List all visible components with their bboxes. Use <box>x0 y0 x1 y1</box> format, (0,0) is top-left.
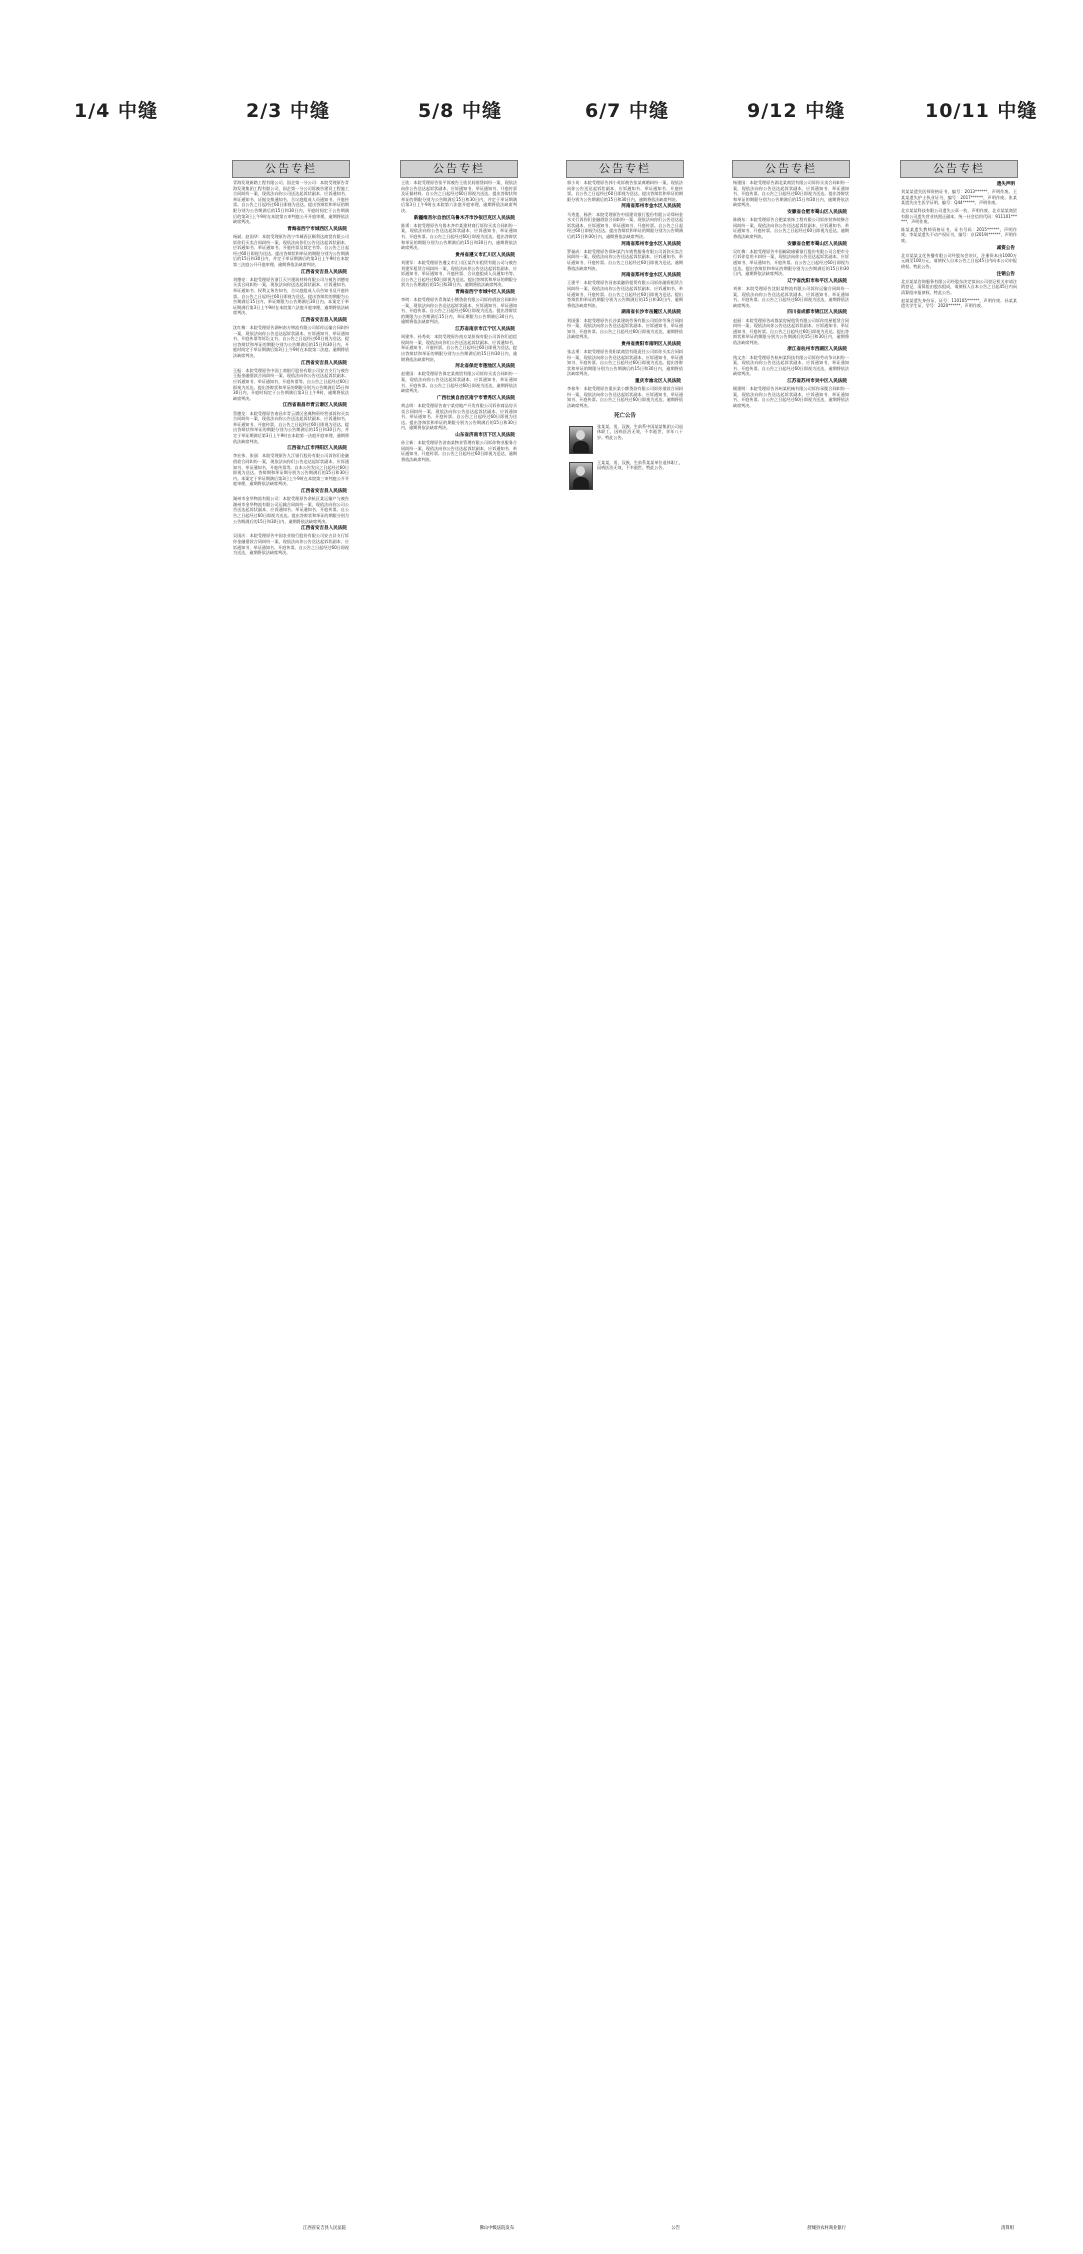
notice-column-5 <box>900 160 1018 2232</box>
notice-text: 张志勇：本院受理原告贵阳某商贸有限责任公司诉你买卖合同纠纷一案，现依法向你公告送达起诉状副本、应诉通知书、举证通知书、开庭传票。自公告之日起经过60日即视为送达。提出答辩状和举证的期限分别为公告期满后的15日和30日内，逾期将依法缺席判决。 <box>567 349 683 377</box>
notice-column-4 <box>732 160 850 2232</box>
notice-title: 江西省安吉县人民法院 <box>301 526 347 532</box>
notice-title: 青海省西宁市城中区人民法院 <box>455 289 515 295</box>
notice-title: 河南省郑州市金水区人民法院 <box>621 204 681 210</box>
notice-title: 江西省南昌市青云谱区人民法院 <box>282 403 347 409</box>
notice-text: 北京某某咨询服务有限公司经股东决定拟向公司登记机关申请注销登记，清算组由股东组成，请债权人自本公告之日起45日内向清算组申报债权。特此公告。 <box>901 278 1017 295</box>
notice-text: 李春华：本院受理原告重庆某小额贷款有限公司诉你借款合同纠纷一案，现依法向你公告送达起诉状副本、应诉通知书、举证通知书、开庭传票。自公告之日起经过60日即视为送达，逾期将依法缺席判决。 <box>567 386 683 409</box>
column-body <box>732 178 850 409</box>
notice-text: 王欣：本院受理原告张平诉被告王欣民间借贷纠纷一案，现依法向你公告送达起诉状副本、应诉通知书、举证通知书、开庭传票及证据材料。自公告之日起经过60日即视为送达。提出答辩状和举证的期限分别为公告期满后15日和30日内，并定于举证期满后第3日上午9时在本院第六法庭开庭审理，逾期将依法缺席判决。 <box>401 180 517 213</box>
notice-text: 王建平：本院受理原告河南某融资租赁有限公司诉你融资租赁合同纠纷一案，现依法向你公告送达起诉状副本、应诉通知书、举证通知书、开庭传票。自公告之日起经过60日即视为送达。提出答辩状和举证的期限分别为公告期满后的15日和30日内，逾期将依法缺席判决。 <box>567 280 683 308</box>
column-body <box>566 178 684 492</box>
notice-title: 浙江省杭州市西湖区人民法院 <box>787 347 847 353</box>
notice-title: 减资公告 <box>996 245 1015 251</box>
portrait-photo <box>569 462 593 490</box>
column-header: 公告专栏 <box>232 160 350 178</box>
notice-title: 注销公告 <box>996 271 1015 277</box>
notice-text: 李宏伟、张丽：本院受理原告九江银行股份有限公司诉你们金融借款合同纠纷一案，现依法向你们公告送达起诉状副本、应诉通知书、举证通知书、开庭传票等。自本公告发出之日起经过60日即视为送达。答辩期和举证期分别为公告期满后的15日和30日内。本案定于举证期满后第3日上午9时在本院第三审判庭公开开庭审理，逾期将依法缺席判决。 <box>233 453 349 487</box>
notice-text: 刘德亮：本院受理原告浙江天兴建筑材料有限公司与被告刘德亮买卖合同纠纷一案，现依法向你送达起诉状副本、应诉通知书、举证通知书、权利义务告知书、合议庭组成人员告知书及开庭传票。自公告之日起经过60日即视为送达。提出答辩状的期限为公告期满后15日内，举证期限为公告期满后30日内。本案定于举证期满后第3日上午9时在本院第六法庭开庭审理，逾期将依法缺席判决。 <box>233 276 349 316</box>
notice-title: 贵州省遵义市汇川区人民法院 <box>455 252 515 258</box>
notice-text: 吴红梅：本院受理原告中国邮政储蓄银行股份有限公司合肥市分行诉你信用卡纠纷一案，现依法向你公告送达起诉状副本、应诉通知书、举证通知书、开庭传票。自公告之日起经过60日即视为送达。提出答辩状和举证的期限分别为公告期满后的15日和30日内，逾期将依法缺席判决。 <box>733 248 849 277</box>
notice-title: 江西省安吉县人民法院 <box>301 488 347 494</box>
notice-column-3 <box>566 160 684 2232</box>
column-body <box>400 178 518 463</box>
notice-title: 重庆市渝北区人民法院 <box>635 379 681 385</box>
notice-title: 湖南省长沙市岳麓区人民法院 <box>621 310 681 316</box>
notice-title: 安徽省合肥市蜀山区人民法院 <box>787 209 847 215</box>
notice-text: 黄志明：本院受理原告南宁某房地产开发有限公司诉你商品房买卖合同纠纷一案，现依法向你公告送达起诉状副本、应诉通知书、举证通知书、开庭传票。自公告之日起经过60日即视为送达。提出答辩状和举证的期限分别为公告期满后的15日和30日内，逾期将依法缺席判决。 <box>401 403 517 431</box>
notice-text: 青海发现新路工程有限公司、国企第一分公司：本院受理原告青海发现集团工程有限公司、国企第一分公司诉被告建设工程施工合同纠纷一案，现依法向你公司送达起诉状副本、应诉通知书、举证通知书、证据交换通知书、合议庭组成人员通知书、开庭传票。自公告之日起经过60日即视为送达。提出答辩状和举证的期限分别为公告期满后的15日和30日内，开庭时间定于公告期满后的第3日上午9时在本院第五审判庭公开开庭审理，逾期将依法缺席判决。 <box>233 180 349 225</box>
column-footer: 佛山中级法院发布 <box>400 2226 518 2232</box>
column-body <box>232 178 350 556</box>
notice-text: 蔡德龙：本院受理原告南昌市青云谱区金典物资经营部诉你买卖合同纠纷一案，现依法向你公告送达起诉状副本、应诉通知书、举证通知书、开庭传票。自公告之日起经过60日即视为送达。提出答辩状和举证的期限分别为公告期满后的15日和30日内，并定于举证期满后第3日上午9时在本院第一法庭开庭审理，逾期将依法缺席判决。 <box>233 410 349 444</box>
notice-text: 赵建国：本院受理原告保定某商贸有限公司诉你买卖合同纠纷一案，现依法向你公告送达起诉状副本、应诉通知书、举证通知书、开庭传票。自公告之日起经过60日即视为送达，逾期将依法缺席判决。 <box>401 371 517 394</box>
obituary-entry <box>567 460 683 492</box>
notice-text: 陈某某遗失教师资格证书，证书号码：2015******，声明作废。李某某遗失不动产权证书，编号：京(2019)******，声明作废。 <box>901 226 1017 243</box>
page-label-2-3: 2/3 中缝 <box>246 100 330 122</box>
notice-title: 辽宁省沈阳市和平区人民法院 <box>787 278 847 284</box>
notice-text: 顾建明：本院受理原告苏州某机械有限公司诉你承揽合同纠纷一案，现依法向你公告送达起诉状副本、应诉通知书、举证通知书、开庭传票。自公告之日起经过60日即视为送达，逾期将依法缺席判决。 <box>733 386 849 409</box>
obituary-entry <box>567 424 683 456</box>
notice-text: 沈红梅：本院受理原告湖州南方物流有限公司诉你运输合同纠纷一案，现依法向你公告送达起诉状副本、应诉通知书、举证通知书、开庭传票等诉讼文书。自公告之日起经过60日视为送达。提出答辩状和举证的期限分别为公告期满后的15日和30日内，开庭时间定于举证期满后第3日上午9时在本院第二法庭，逾期将依法缺席判决。 <box>233 325 349 359</box>
notice-text: 刘伟：本院受理原告沈阳某物流有限公司诉你运输合同纠纷一案，现依法向你公告送达起诉状副本、应诉通知书、举证通知书、开庭传票。自公告之日起经过60日即视为送达，逾期将依法缺席判决。 <box>733 285 849 308</box>
notice-text: 杨建国：本院受理原告湖北某商贸有限公司诉你买卖合同纠纷一案，现依法向你公告送达起诉状副本、应诉通知书、举证通知书、开庭传票。自公告之日起经过60日即视为送达。提出答辩状和举证的期限分别为公告期满后的15日和30日内，逾期将依法缺席判决。 <box>733 180 849 208</box>
notice-text: 杨斌、赵国华：本院受理原告西宁市城西区顺利达商贸有限公司诉你们买卖合同纠纷一案，现依法向你们公告送达起诉状副本、应诉通知书、举证通知书、开庭传票及裁定书等。自公告之日起经过60日即视为送达。提出答辩状和举证的期限分别为公告期满后的15日和30日内，并定于举证期满后的第3日上午9时在本院第三法庭公开开庭审理，逾期将依法缺席判决。 <box>233 233 349 267</box>
notice-title: 江苏省南京市江宁区人民法院 <box>455 327 515 333</box>
notice-column-1 <box>232 160 350 2232</box>
notice-title: 安徽省合肥市蜀山区人民法院 <box>787 241 847 247</box>
column-header: 公告专栏 <box>566 160 684 178</box>
notice-title: 江苏省苏州市吴中区人民法院 <box>787 379 847 385</box>
notice-text: 北京某某科技有限公司遗失公章一枚，声明作废。北京某某商贸有限公司遗失营业执照正副本，统一社会信用代码：911101******，声明作废。 <box>901 207 1017 225</box>
notice-title: 贵州省贵阳市南明区人民法院 <box>621 341 681 347</box>
page-label-10-11: 10/11 中缝 <box>925 100 1038 122</box>
notice-text: 罗福成：本院受理原告郑州某汽车销售服务有限公司诉你买卖合同纠纷一案，现依法向你公告送达起诉状副本、应诉通知书、举证通知书、开庭传票。自公告之日起经过60日即视为送达，逾期将依法缺席判决。 <box>567 248 683 271</box>
notice-title: 河南省郑州市金水区人民法院 <box>621 241 681 247</box>
column-footer: 江西省安吉县人民法院 <box>232 2226 350 2232</box>
column-footer: 舒城县农村商业银行 <box>732 2226 850 2232</box>
notice-text: 赵丽：本院受理原告成都某房屋租赁有限公司诉你房屋租赁合同纠纷一案，现依法向你公告送达起诉状副本、应诉通知书、举证通知书、开庭传票。自公告之日起经过60日即视为送达。提出答辩状和举证的期限分别为公告期满后的15日和30日内，逾期将依法缺席判决。 <box>733 317 849 345</box>
notice-text: 钱文杰：本院受理原告杭州某科技有限公司诉你劳动争议纠纷一案，现依法向你公告送达起诉状副本、应诉通知书、举证通知书、开庭传票。自公告之日起经过60日即视为送达，逾期将依法缺席判决。 <box>733 354 849 377</box>
notice-text: 刘建军：本院受理原告遵义市汇川区某汽车租赁有限公司与被告刘建军租赁合同纠纷一案，现依法向你公告送达起诉状副本、应诉通知书、举证通知书、开庭传票、合议庭组成人员通知书等。自公告之日起经过60日即视为送达。提出答辩状和举证的期限分别为公告期满后的15日和30日内，逾期将依法缺席判决。 <box>401 259 517 288</box>
notice-text: 李明：本院受理原告青海某小额贷款有限公司诉你借款合同纠纷一案，现依法向你公告送达起诉状副本、应诉通知书、举证通知书、开庭传票。自公告之日起经过60日即视为送达。提出答辩状的期限为公告期满后15日内，举证期限为公告期满后30日内，逾期将依法缺席判决。 <box>401 297 517 325</box>
notice-title: 江西省安吉县人民法院 <box>301 269 347 275</box>
notice-title: 青海省西宁市城西区人民法院 <box>287 226 347 232</box>
notice-text: 北京某某文化传播有限公司经股东会决议，注册资本由1000万元减至100万元，请债权人自本公告之日起45日内向本公司申报债权。特此公告。 <box>901 252 1017 269</box>
notice-text: 陈晓东：本院受理原告合肥某装饰工程有限公司诉你装饰装修合同纠纷一案，现依法向你公告送达起诉状副本、应诉通知书、举证通知书、开庭传票。自公告之日起经过60日即视为送达，逾期将依法缺席判决。 <box>733 217 849 239</box>
page-label-6-7: 6/7 中缝 <box>585 100 669 122</box>
notice-text: 刘国强：本院受理原告长沙某建筑劳务有限公司诉你劳务合同纠纷一案，现依法向你公告送达起诉状副本、应诉通知书、举证通知书、开庭传票。自公告之日起经过60日即视为送达，逾期将依法缺席判决。 <box>567 317 683 340</box>
notice-text: 周建华、孙秀英：本院受理原告南京某担保有限公司诉你们追偿权纠纷一案，现依法向你们公告送达起诉状副本、应诉通知书、举证通知书、开庭传票。自公告之日起经过60日即视为送达。提出答辩状和举证的期限分别为公告期满后的15日和30日内，逾期将依法缺席判决。 <box>401 334 517 362</box>
notice-text: 刘某某遗失医师资格证书，编号：2013******，声明作废。王某某遗失护士执业证书，编号：2017******，声明作废。张某某遗失出生医学证明，编号：Q44******，声明作废。 <box>901 189 1017 206</box>
notice-title: 广西壮族自治区南宁市青秀区人民法院 <box>436 395 515 401</box>
notice-text: 湖州市金华物流有限公司：本院受理原告余杭区某运输户与被告湖州市金华物流有限公司运输合同纠纷一案，现依法向你公司公告送达起诉状副本、应诉通知书、举证通知书、开庭传票。自公告之日起经过60日即视为送达。提出答辩状和举证的期限分别为公告期满后的15日和30日内，逾期将依法缺席判决。 <box>233 496 349 524</box>
column-header: 公告专栏 <box>732 160 850 178</box>
obituary-text: 王某某，男，汉族，生前系某某单位退休职工，因病医治无效，不幸逝世。特此公告。 <box>597 459 683 471</box>
notice-text: 马秀莲、杨洪：本院受理原告中国建设银行股份有限公司郑州金水支行诉你们金融借款合同纠纷一案，现依法向你们公告送达起诉状副本、应诉通知书、举证通知书、开庭传票。自公告之日起经过60日即视为送达。提出答辩状和举证的期限分别为公告期满后的15日和30日内，逾期将依法缺席判决。 <box>567 211 683 239</box>
obituary-heading: 死亡公告 <box>613 412 636 419</box>
page-label-5-8: 5/8 中缝 <box>418 100 502 122</box>
notice-title: 遗失声明 <box>996 182 1015 187</box>
notice-title: 河南省郑州市金水区人民法院 <box>621 273 681 279</box>
notice-column-2 <box>400 160 518 2232</box>
notice-title: 四川省成都市锦江区人民法院 <box>787 310 847 316</box>
notice-title: 江西省安吉县人民法院 <box>301 360 347 366</box>
column-footer: 清算组 <box>900 2226 1018 2232</box>
notice-title: 江西省九江市浔阳区人民法院 <box>287 446 347 452</box>
notice-text: 吴国庆：本院受理原告中国农业银行股份有限公司安吉县支行诉你金融借款合同纠纷一案，现依法向你公告送达起诉状副本、应诉通知书、举证通知书、开庭传票。自公告之日起经过60日即视为送达，逾期将依法缺席判决。 <box>233 533 349 556</box>
portrait-photo <box>569 426 593 454</box>
notice-text: 郭小英：本院受理原告郭小英诉被告张某离婚纠纷一案，现依法向你公告送达起诉状副本、应诉通知书、举证通知书、开庭传票。自公告之日起经过60日即视为送达。提出答辩状和举证的期限分别为公告期满后的15日和30日内，逾期将依法缺席判决。 <box>567 180 683 202</box>
page-label-9-12: 9/12 中缝 <box>747 100 846 122</box>
page-label-1-4: 1/4 中缝 <box>74 100 158 122</box>
notice-text: 赵某某遗失身份证，证号：110105******，声明作废。孙某某遗失学生证，学号：2020******，声明作废。 <box>901 297 1017 309</box>
notice-title: 河北省保定市莲池区人民法院 <box>455 364 515 370</box>
notice-text: 陈勇：本院受理原告乌鲁木齐市某建材商行诉你买卖合同纠纷一案，现依法向你公告送达起诉状副本、应诉通知书、举证通知书、开庭传票。自公告之日起经过60日即视为送达。提出答辩状和举证的期限分别为公告期满后的15日和30日内，逾期将依法缺席判决。 <box>401 222 517 251</box>
column-body <box>900 178 1018 309</box>
notice-title: 江西省安吉县人民法院 <box>301 317 347 323</box>
column-footer: 公告 <box>566 2226 684 2232</box>
notice-title: 山东省济南市历下区人民法院 <box>455 433 515 438</box>
column-header: 公告专栏 <box>900 160 1018 178</box>
notice-text: 孙立新：本院受理原告济南某物业管理有限公司诉你物业服务合同纠纷一案，现依法向你公告送达起诉状副本、应诉通知书、举证通知书、开庭传票。自公告之日起经过60日即视为送达，逾期将依法缺席判决。 <box>401 440 517 462</box>
notice-text: 王振：本院受理原告中国工商银行股份有限公司安吉支行与被告王振金融借款合同纠纷一案，现依法向你公告送达起诉状副本、应诉通知书、举证通知书、开庭传票等。自公告之日起经过60日即视为送达。提出答辩状和举证的期限分别为公告期满后15日和30日内，开庭时间定于公告期满后第3日上午9时，逾期将依法缺席判决。 <box>233 367 349 401</box>
column-header: 公告专栏 <box>400 160 518 178</box>
notice-title: 新疆维吾尔自治区乌鲁木齐市沙依巴克区人民法院 <box>413 215 515 221</box>
obituary-text: 张某某，男，汉族，生前系中国某某集团公司退休职工，因病医治无效，不幸逝世，享年八十岁。特此公告。 <box>597 423 683 440</box>
